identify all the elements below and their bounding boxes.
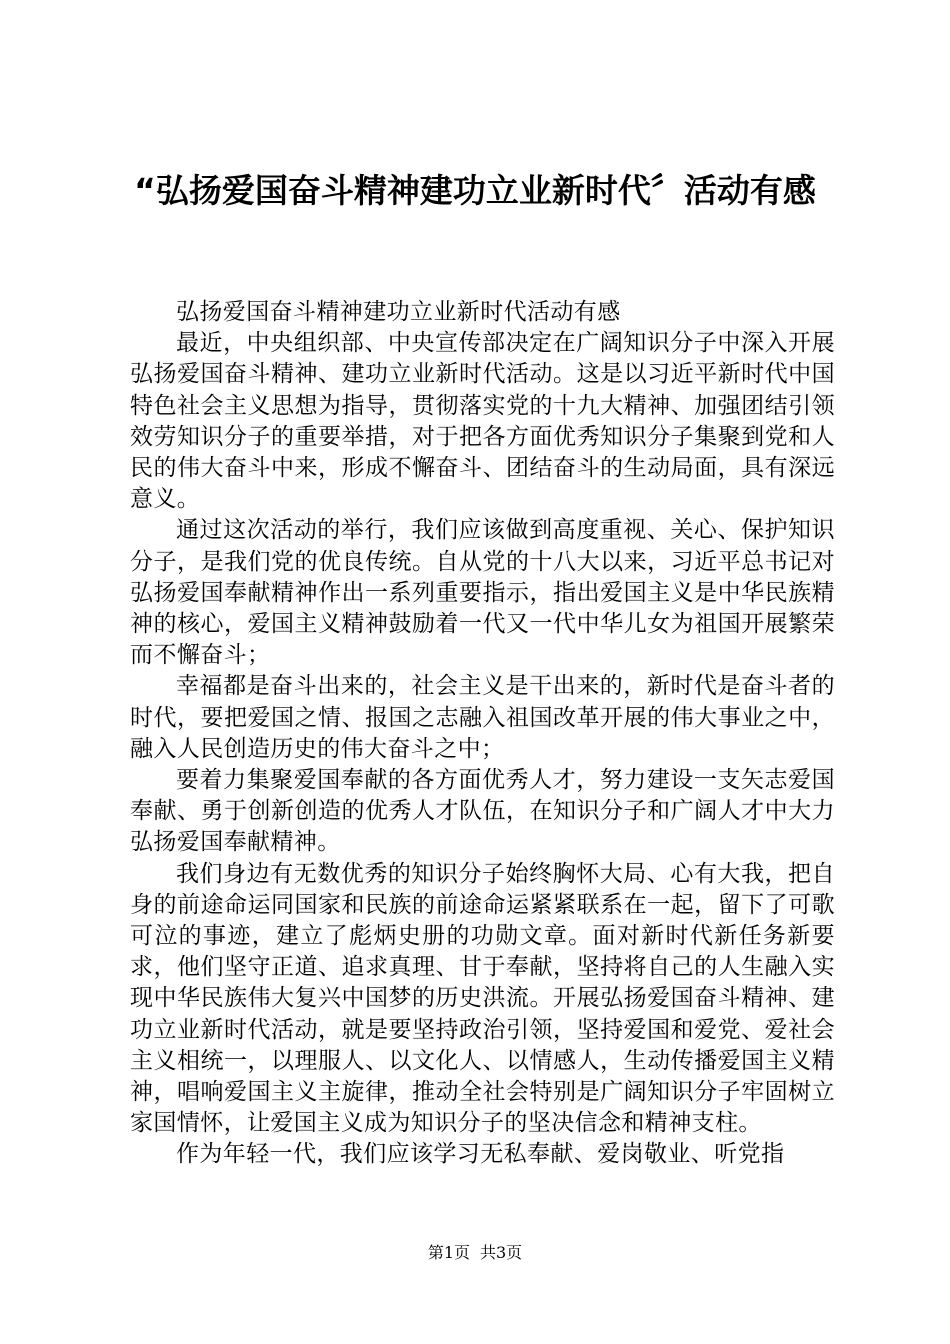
document-title: “弘扬爱国奋斗精神建功立业新时代〞活动有感	[134, 171, 816, 210]
paragraph: 最近，中央组织部、中央宣传部决定在广阔知识分子中深入开展弘扬爱国奋斗精神、建功立业新时代活动。这是以习近平新时代中国特色社会主义思想为指导，贯彻落实党的十九大精神、加强团结引领效劳知识分子的重要举措，对于把各方面优秀知识分子集聚到党和人民的伟大奋斗中来，形成不懈奋斗、团结奋斗的生动局面，具有深远意义。	[130, 330, 835, 513]
paragraph: 幸福都是奋斗出来的，社会主义是干出来的，新时代是奋斗者的时代，要把爱国之情、报国之志融入祖国改革开展的伟大事业之中，融入人民创造历史的伟大奋斗之中；	[130, 673, 835, 762]
paragraph-subtitle: 弘扬爱国奋斗精神建功立业新时代活动有感	[176, 299, 621, 325]
paragraph: 我们身边有无数优秀的知识分子始终胸怀大局、心有大我，把自身的前途命运同国家和民族的前途命运紧紧联系在一起，留下了可歌可泣的事迹，建立了彪炳史册的功勋文章。面对新时代新任务新要求，他们坚守正道、追求真理、甘于奉献，坚持将自己的人生融入实现中华民族伟大复兴中国梦的历史洪流。开展弘扬爱国奋斗精神、建功立业新时代活动，就是要坚持政治引领，坚持爱国和爱党、爱社会主义相统一，以理服人、以文化人、以情感人，生动传播爱国主义精神，唱响爱国主义主旋律，推动全社会特别是广阔知识分子牢固树立家国情怀，让爱国主义成为知识分子的坚决信念和精神支柱。	[130, 860, 835, 1137]
page-number: 第1页	[427, 1243, 470, 1262]
document-body	[130, 297, 835, 1171]
paragraph: 要着力集聚爱国奉献的各方面优秀人才，努力建设一支矢志爱国奉献、勇于创新创造的优秀人才队伍，在知识分子和广阔人才中大力弘扬爱国奉献精神。	[130, 767, 835, 856]
page-total: 共3页	[480, 1243, 523, 1262]
paragraph: 通过这次活动的举行，我们应该做到高度重视、关心、保护知识分子，是我们党的优良传统。自从党的十八大以来，习近平总书记对弘扬爱国奉献精神作出一系列重要指示，指出爱国主义是中华民族精神的核心，爱国主义精神鼓励着一代又一代中华儿女为祖国开展繁荣而不懈奋斗；	[130, 517, 835, 669]
page-footer	[0, 1243, 950, 1263]
paragraph: 作为年轻一代，我们应该学习无私奉献、爱岗敬业、听党指	[176, 1141, 785, 1168]
